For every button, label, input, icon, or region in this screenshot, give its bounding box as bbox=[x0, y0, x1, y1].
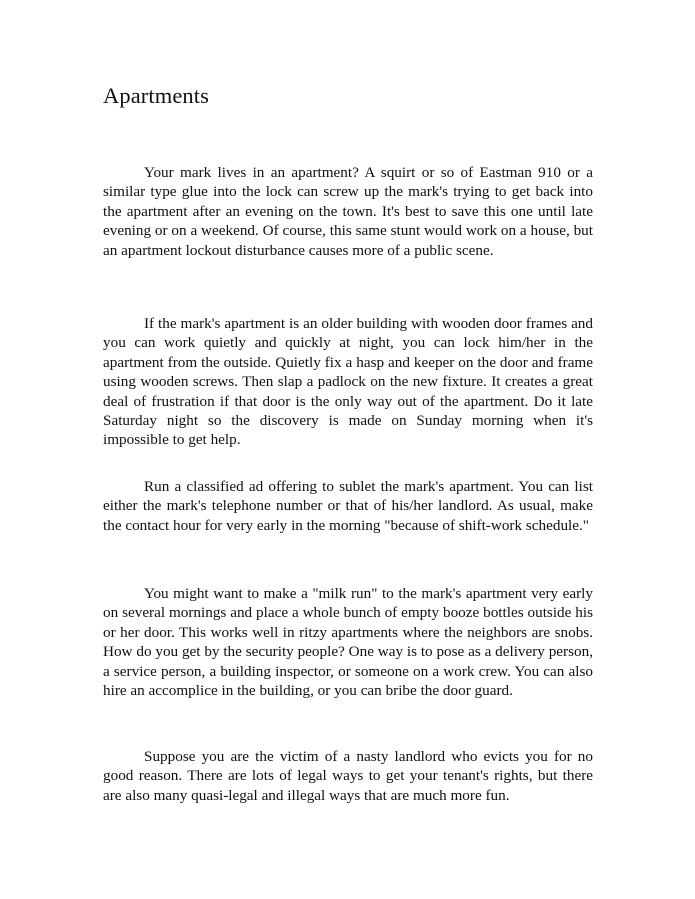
paragraph-classified-ad: Run a classified ad offering to sublet the mark's apartment. You can list either the mark's telephone number or that of his/her landlord. As usual, make the contact hour for very early in the morning "because of shift-work schedule." bbox=[103, 478, 593, 534]
section-title: Apartments bbox=[103, 83, 209, 108]
paragraph-lock-glue: Your mark lives in an apartment? A squirt or so of Eastman 910 or a similar type glue into the lock can screw up the mark's trying to get back into the apartment after an evening on the town. It's best to save this one until late evening or on a weekend. Of course, this same stunt would work on a house, but an apartment lockout disturbance causes more of a public scene. bbox=[103, 164, 593, 259]
paragraph-nasty-landlord: Suppose you are the victim of a nasty landlord who evicts you for no good reason. There are lots of legal ways to get your tenant's rights, but there are also many quasi-legal and illegal ways that are much more fun. bbox=[103, 748, 593, 804]
paragraph-milk-run: You might want to make a "milk run" to the mark's apartment very early on several mornings and place a whole bunch of empty booze bottles outside his or her door. This works well in ritzy apartments where the neighbors are snobs. How do you get by the security people? One way is to pose as a delivery person, a service person, a building inspector, or someone on a work crew. You can also hire an accomplice in the building, or you can bribe the door guard. bbox=[103, 585, 593, 700]
paragraph-padlock-door: If the mark's apartment is an older building with wooden door frames and you can work quietly and quickly at night, you can lock him/her in the apartment from the outside. Quietly fix a hasp and keeper on the door and frame using wooden screws. Then slap a padlock on the new fixture. It creates a great deal of frustration if that door is the only way out of the apartment. Do it late Saturday night so the discovery is made on Sunday morning when it's impossible to get help. bbox=[103, 315, 593, 449]
